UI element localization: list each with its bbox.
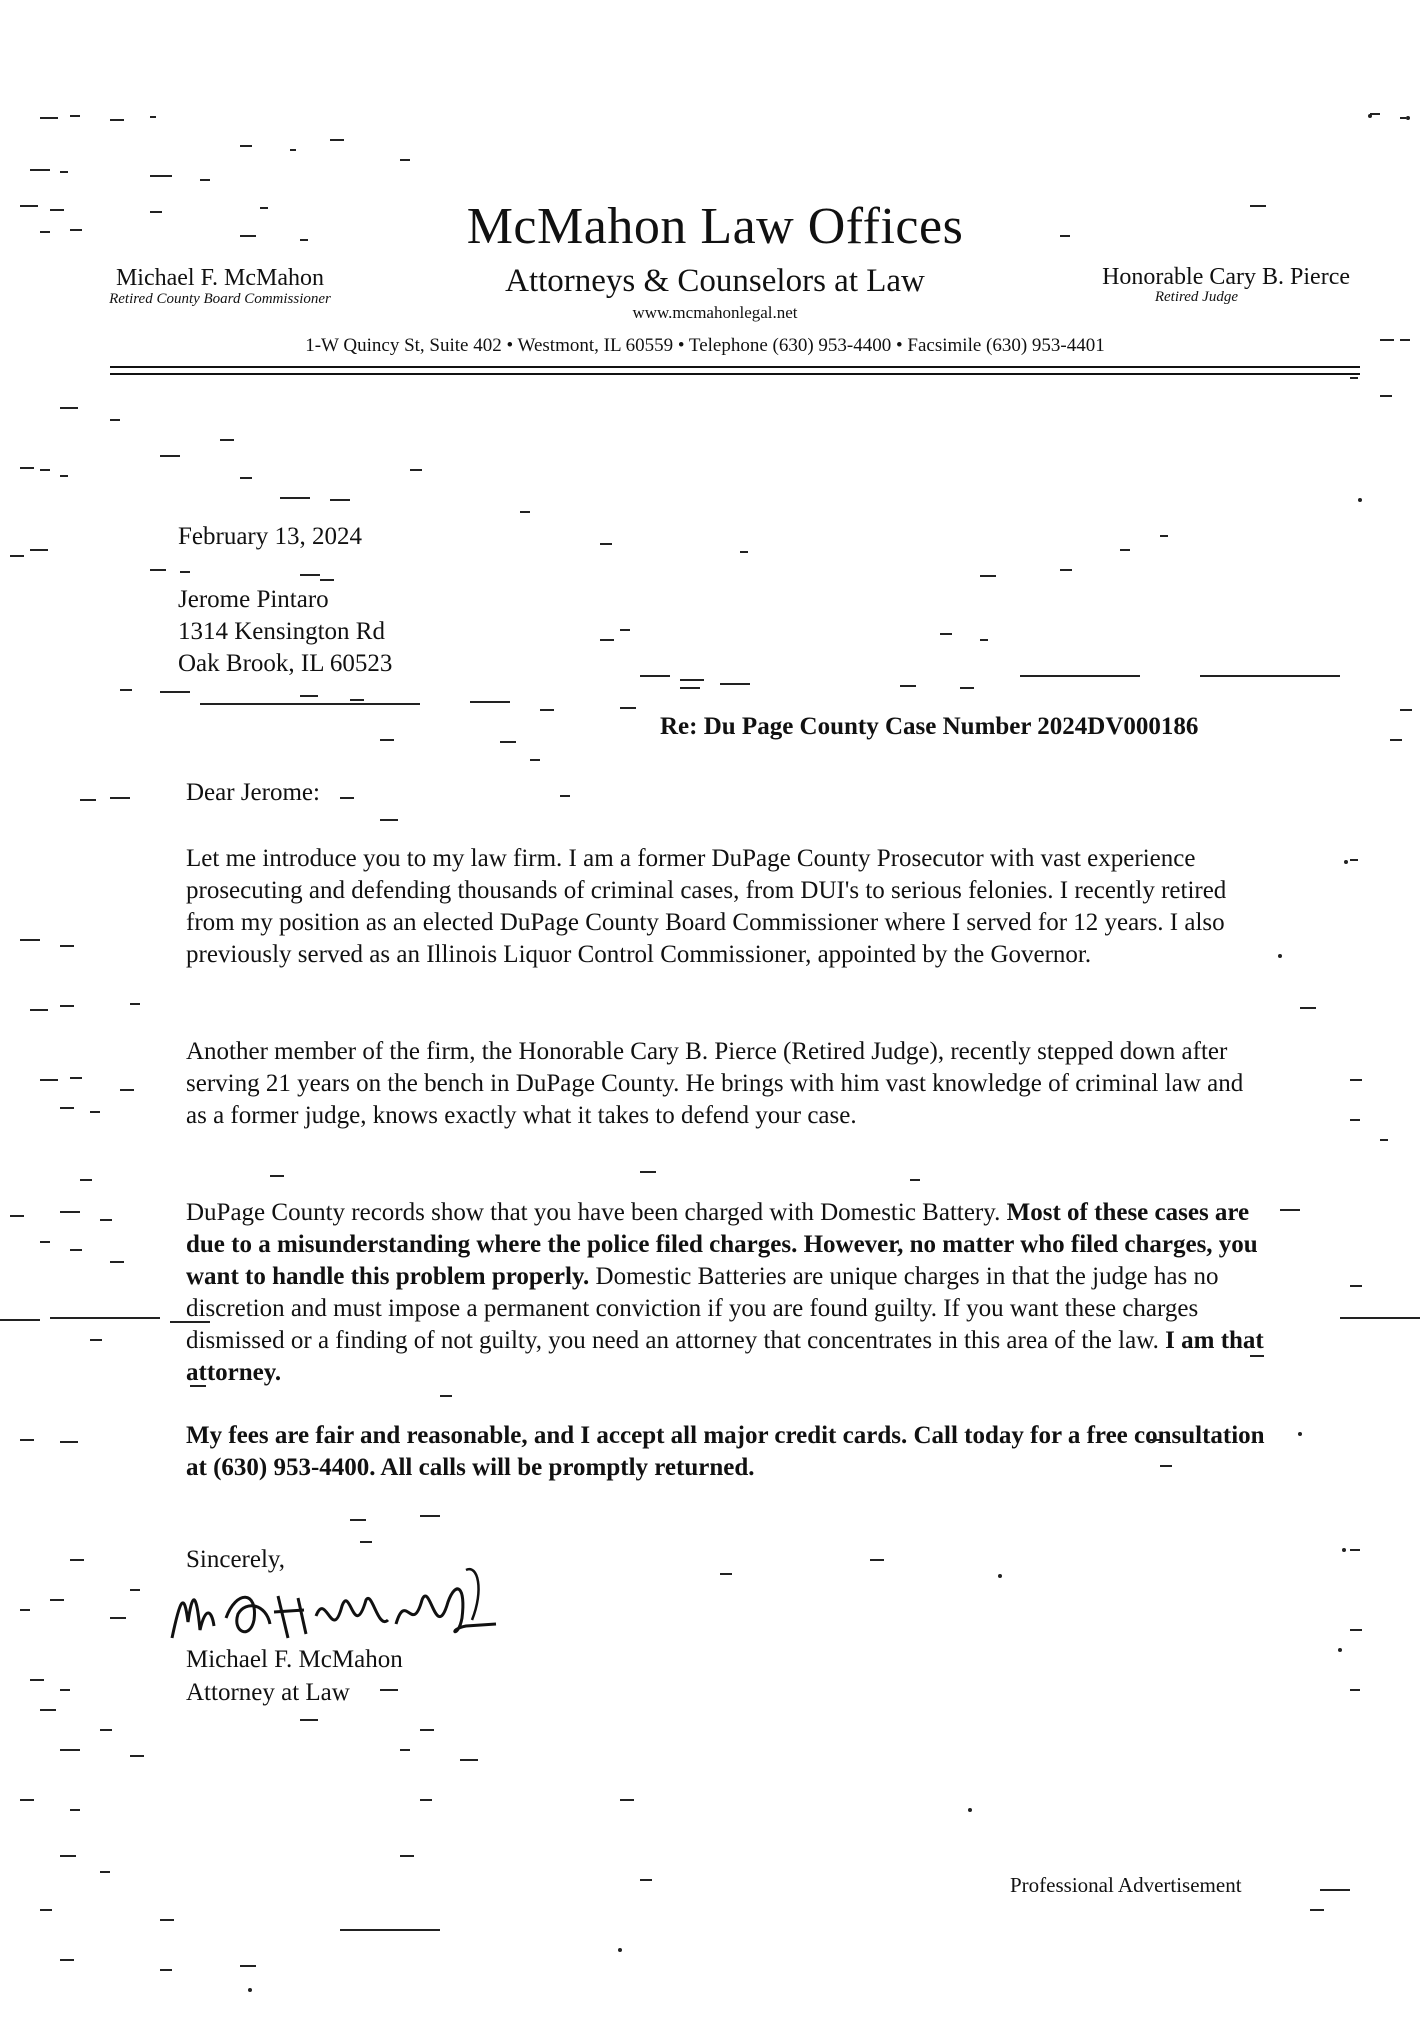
letter-date: February 13, 2024 [178,523,362,550]
firm-website: www.mcmahonlegal.net [632,303,798,322]
charges-intro-text: DuPage County records show that you have been charged with Domestic Battery. [186,1199,1001,1226]
recipient-street: 1314 Kensington Rd [178,618,385,645]
charges-closing-text: I am that attorney. [186,1327,1264,1386]
recipient-city: Oak Brook, IL 60523 [178,650,393,677]
firm-address-line: 1-W Quincy St, Suite 402 • Westmont, IL 60559 • Telephone (630) 953-4400 • Facsimile (630) 953-4401 [305,335,1105,356]
paragraph-fees: My fees are fair and reasonable, and I accept all major credit cards. Call today for a free consultation at (630) 953-4400. All calls will be promptly returned. [186,1422,1265,1481]
partner-left-name: Michael F. McMahon [115,265,325,291]
partner-right-name: Honorable Cary B. Pierce [1102,264,1350,290]
letterhead-rule-top [110,366,1360,368]
firm-name: McMahon Law Offices [466,198,964,255]
partner-left-title: Retired County Board Commissioner [109,291,331,307]
re-line: Re: Du Page County Case Number 2024DV000186 [660,713,1199,740]
paragraph-introduction: Let me introduce you to my law firm. I am a former DuPage County Prosecutor with vast experience prosecuting and defending thousands of criminal cases, from DUI's to serious felonies. I recently retired from my position as an elected DuPage County Board Commissioner where I served for 12 years. I also previously served as an Illinois Liquor Control Commissioner, appointed by the Governor. [186,845,1227,968]
firm-tagline: Attorneys & Counselors at Law [505,263,925,299]
recipient-address-block [178,584,392,680]
paragraph-partner: Another member of the firm, the Honorable Cary B. Pierce (Retired Judge), recently stepped down after serving 21 years on the bench in DuPage County. He brings with him vast knowledge of criminal law and as a former judge, knows exactly what it takes to defend your case. [186,1038,1244,1129]
charges-detail-text: Domestic Batteries are unique charges in that the judge has no discretion and must impose a permanent conviction if you are found guilty. If you want these charges dismissed or a finding of not guilty, you need an attorney that concentrates in this area of the law. [186,1263,1219,1354]
recipient-name: Jerome Pintaro [178,586,329,613]
salutation: Dear Jerome: [186,779,320,806]
signer-title: Attorney at Law [186,1679,350,1706]
professional-advertisement-note: Professional Advertisement [1010,1873,1242,1897]
closing: Sincerely, [186,1546,286,1573]
partner-right-title: Retired Judge [1154,289,1238,305]
signer-name: Michael F. McMahon [186,1646,403,1673]
letterhead-rule-bottom [110,373,1360,375]
paragraph-charges [186,1197,1266,1389]
charges-emphasis-text: Most of these cases are due to a misunderstanding where the police filed charges. However, no matter who filed charges, you want to handle this problem properly. [186,1199,1258,1290]
